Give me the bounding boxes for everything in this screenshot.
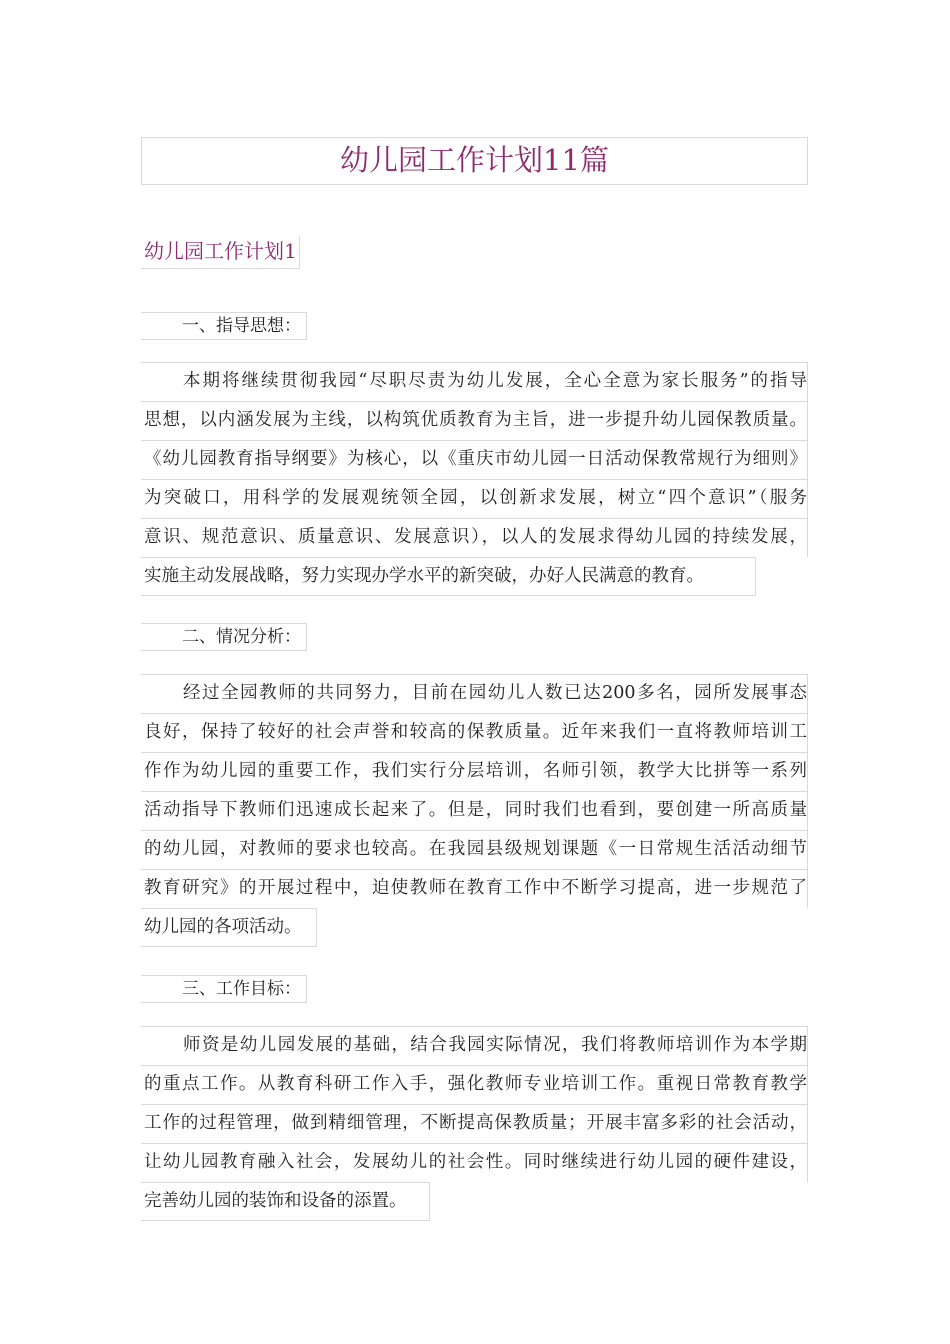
paragraph-line: 作作为幼儿园的重要工作，我们实行分层培训，名师引领，教学大比拼等一系列 <box>141 752 808 791</box>
paragraph-line: 《幼儿园教育指导纲要》为核心，以《重庆市幼儿园一日活动保教常规行为细则》 <box>141 440 808 479</box>
paragraph-line: 良好，保持了较好的社会声誉和较高的保教质量。近年来我们一直将教师培训工 <box>141 713 808 752</box>
paragraph-line: 让幼儿园教育融入社会，发展幼儿的社会性。同时继续进行幼儿园的硬件建设， <box>141 1143 808 1182</box>
paragraph-line: 本期将继续贯彻我园“尽职尽责为幼儿发展，全心全意为家长服务”的指导 <box>141 362 808 401</box>
paragraph-line: 实施主动发展战略，努力实现办学水平的新突破，办好人民满意的教育。 <box>141 557 756 596</box>
heading-guiding-ideology: 一、指导思想： <box>141 312 307 340</box>
paragraph-line: 完善幼儿园的装饰和设备的添置。 <box>141 1182 430 1221</box>
paragraph-work-goals <box>141 1026 808 1221</box>
document-title: 幼儿园工作计划11篇 <box>141 137 808 185</box>
paragraph-line: 意识、规范意识、质量意识、发展意识），以人的发展求得幼儿园的持续发展， <box>141 518 808 557</box>
paragraph-line: 为突破口，用科学的发展观统领全园，以创新求发展，树立“四个意识”（服务 <box>141 479 808 518</box>
heading-situation-analysis: 二、情况分析： <box>141 623 307 651</box>
paragraph-line: 经过全园教师的共同努力，目前在园幼儿人数已达200多名，园所发展事态 <box>141 674 808 713</box>
paragraph-line: 的幼儿园，对教师的要求也较高。在我园县级规划课题《一日常规生活活动细节 <box>141 830 808 869</box>
paragraph-line: 教育研究》的开展过程中，迫使教师在教育工作中不断学习提高，进一步规范了 <box>141 869 808 908</box>
section-title: 幼儿园工作计划1 <box>141 236 300 269</box>
paragraph-line: 幼儿园的各项活动。 <box>141 908 317 947</box>
paragraph-line: 师资是幼儿园发展的基础，结合我园实际情况，我们将教师培训作为本学期 <box>141 1026 808 1065</box>
heading-work-goals: 三、工作目标： <box>141 975 307 1003</box>
paragraph-line: 的重点工作。从教育科研工作入手，强化教师专业培训工作。重视日常教育教学 <box>141 1065 808 1104</box>
paragraph-guiding-ideology <box>141 362 808 596</box>
paragraph-line: 工作的过程管理，做到精细管理，不断提高保教质量；开展丰富多彩的社会活动， <box>141 1104 808 1143</box>
paragraph-line: 活动指导下教师们迅速成长起来了。但是，同时我们也看到，要创建一所高质量 <box>141 791 808 830</box>
paragraph-situation-analysis <box>141 674 808 947</box>
paragraph-line: 思想，以内涵发展为主线，以构筑优质教育为主旨，进一步提升幼儿园保教质量。 <box>141 401 808 440</box>
